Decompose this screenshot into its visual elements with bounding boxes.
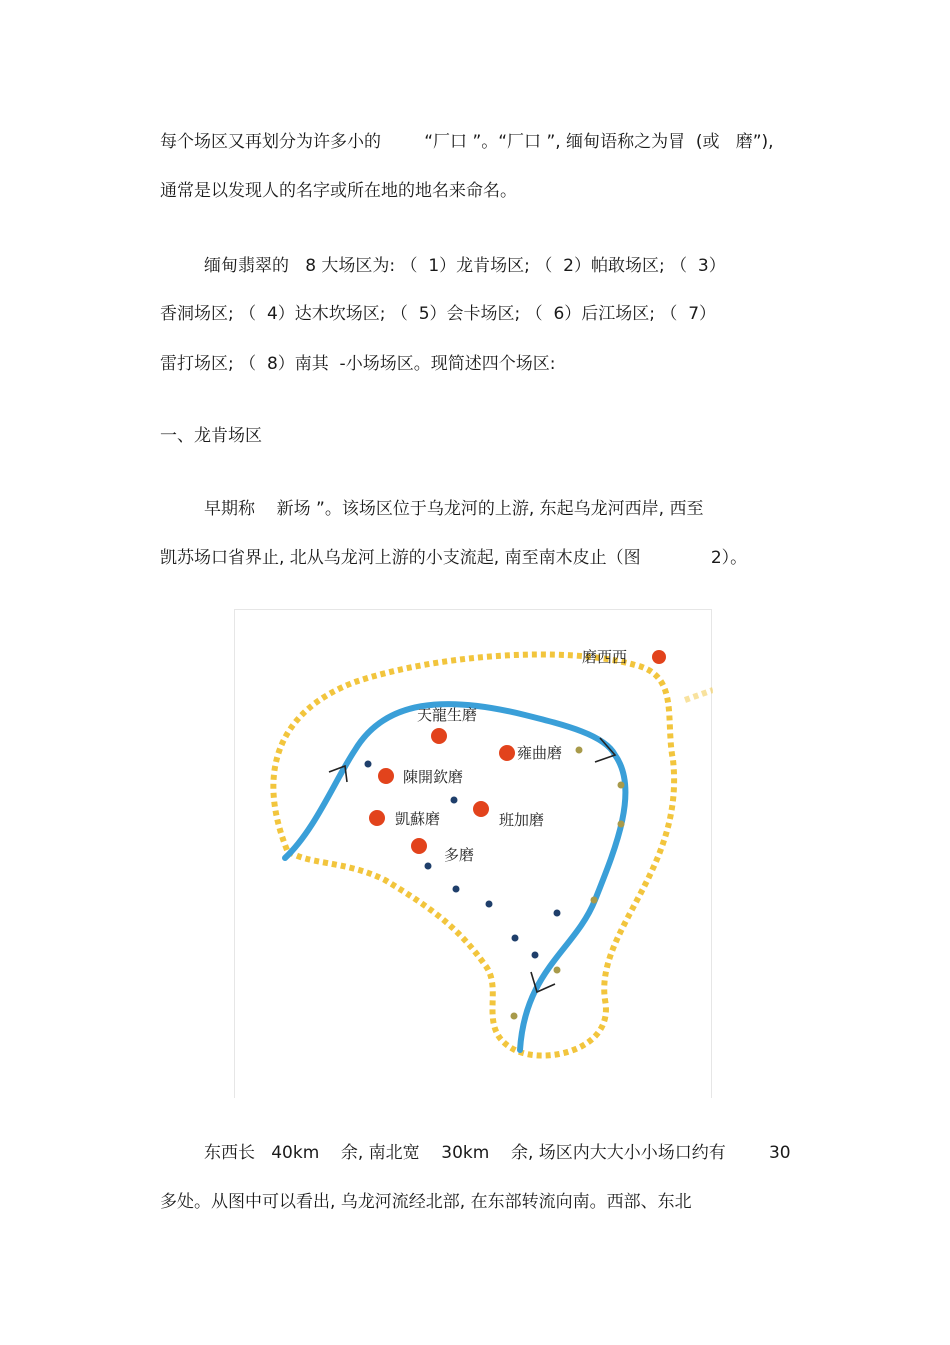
paragraph-2-line-3: 雷打场区; （ 8）南其 -小场场区。现简述四个场区: <box>160 354 556 374</box>
paragraph-1-line-1: 每个场区又再划分为许多小的 “厂口 ”。“厂口 ”, 缅甸语称之为冒 (或 磨”), <box>160 132 774 152</box>
minor-mine <box>576 747 583 754</box>
minor-mine <box>618 782 625 789</box>
mine-kaisu-dot <box>369 810 385 826</box>
map-svg <box>235 610 713 1099</box>
paragraph-4-line-1: 东西长 40km 余, 南北宽 30km 余, 场区内大大小小场口约有 30 <box>204 1143 791 1163</box>
label-banjia: 班加磨 <box>499 811 545 829</box>
label-moxixi: 磨西西 <box>582 648 628 666</box>
mine-moxixi-dot <box>652 650 666 664</box>
minor-mine <box>451 797 458 804</box>
wulong-river <box>285 704 625 1050</box>
minor-mine <box>365 761 372 768</box>
mine-banjia-dot <box>473 801 489 817</box>
mine-tianlong-dot <box>431 728 447 744</box>
paragraph-4-line-2: 多处。从图中可以看出, 乌龙河流经北部, 在东部转流向南。西部、东北 <box>160 1192 692 1212</box>
label-tianlong: 天龍生磨 <box>417 706 478 724</box>
area-boundary-extension <box>685 690 713 700</box>
label-kaisu: 凱蘇磨 <box>395 810 441 828</box>
label-chenkai: 陳開欽磨 <box>403 768 464 786</box>
label-yongqu: 雍曲磨 <box>517 744 563 762</box>
minor-mine <box>512 935 519 942</box>
section-heading-longken: 一、龙肯场区 <box>160 426 262 446</box>
minor-mine <box>554 910 561 917</box>
paragraph-2-line-1: 缅甸翡翠的 8 大场区为: （ 1）龙肯场区; （ 2）帕敢场区; （ 3） <box>204 256 726 276</box>
paragraph-2-line-2: 香洞场区; （ 4）达木坎场区; （ 5）会卡场区; （ 6）后江场区; （ 7） <box>160 304 717 324</box>
minor-mine <box>486 901 493 908</box>
minor-mine <box>591 897 598 904</box>
minor-mine <box>618 821 625 828</box>
paragraph-3-line-2: 凯苏场口省界止, 北从乌龙河上游的小支流起, 南至南木皮止（图 2）。 <box>160 548 748 568</box>
paragraph-3-line-1: 早期称 新场 ”。该场区位于乌龙河的上游, 东起乌龙河西岸, 西至 <box>204 499 704 519</box>
minor-mine <box>532 952 539 959</box>
minor-mine <box>554 967 561 974</box>
minor-mine <box>511 1013 518 1020</box>
minor-mine <box>453 886 460 893</box>
longken-area-map <box>234 609 712 1098</box>
label-duo: 多磨 <box>444 846 475 864</box>
mine-duo-dot <box>411 838 427 854</box>
mine-chenkai-dot <box>378 768 394 784</box>
paragraph-1-line-2: 通常是以发现人的名字或所在地的地名来命名。 <box>160 181 517 201</box>
minor-mine <box>425 863 432 870</box>
mine-yongqu-dot <box>499 745 515 761</box>
